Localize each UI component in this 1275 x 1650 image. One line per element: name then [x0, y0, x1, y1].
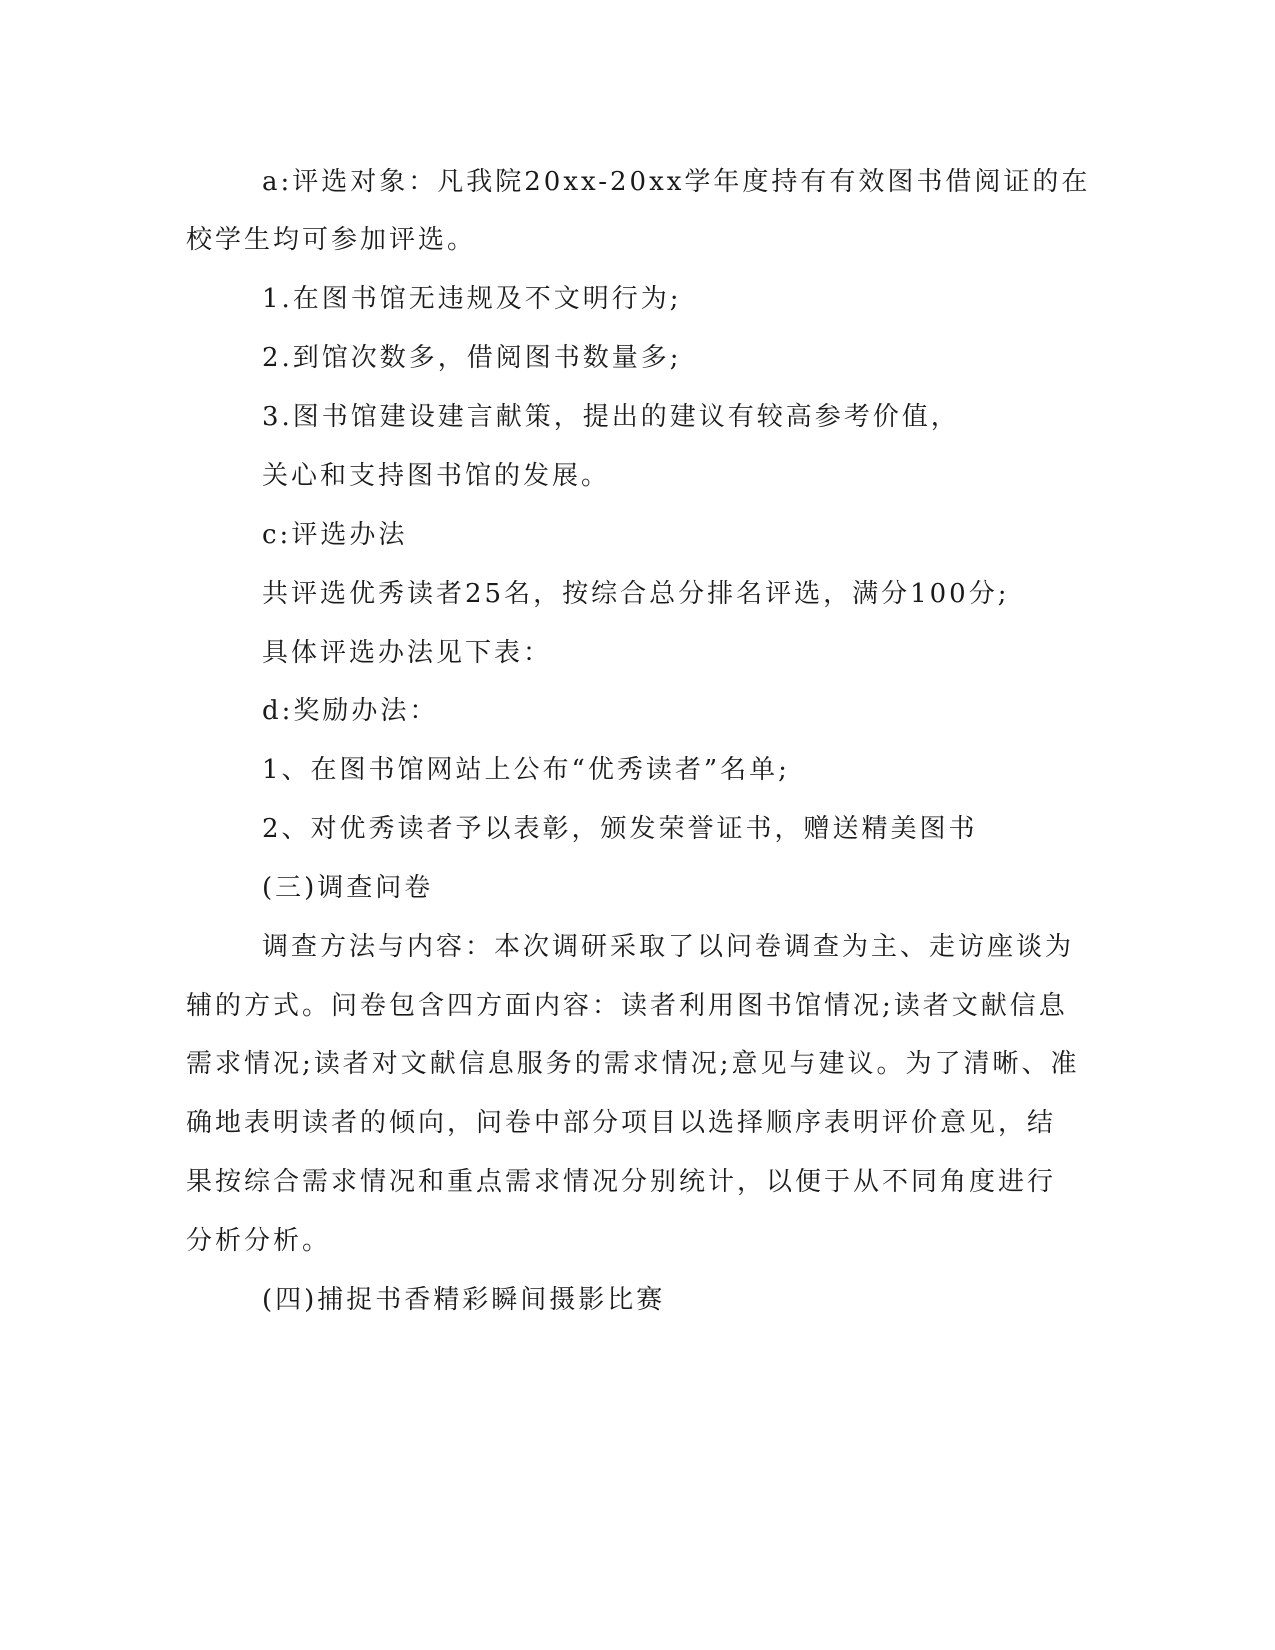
paragraph-line: 关心和支持图书馆的发展。	[262, 461, 611, 491]
paragraph-line: a:评选对象：凡我院20xx-20xx学年度持有有效图书借阅证的在	[262, 167, 1091, 197]
paragraph-line: 确地表明读者的倾向，问卷中部分项目以选择顺序表明评价意见，结	[186, 1108, 1057, 1138]
list-item: 1、在图书馆网站上公布“优秀读者”名单;	[262, 755, 790, 785]
paragraph-line: 调查方法与内容：本次调研采取了以问卷调查为主、走访座谈为	[262, 932, 1075, 962]
paragraph-line: 共评选优秀读者25名，按综合总分排名评选，满分100分;	[262, 579, 1010, 609]
section-heading: (三)调查问卷	[262, 873, 434, 903]
list-item: 1.在图书馆无违规及不文明行为;	[262, 284, 682, 314]
paragraph-line: 具体评选办法见下表：	[262, 638, 553, 668]
paragraph-line: 校学生均可参加评选。	[186, 225, 477, 255]
paragraph-line: 需求情况;读者对文献信息服务的需求情况;意见与建议。为了清晰、准	[186, 1049, 1080, 1079]
paragraph-line: 果按综合需求情况和重点需求情况分别统计，以便于从不同角度进行	[186, 1167, 1057, 1197]
section-heading: (四)捕捉书香精彩瞬间摄影比赛	[262, 1285, 666, 1315]
section-heading: d:奖励办法：	[262, 696, 439, 726]
paragraph-line: 分析分析。	[186, 1226, 332, 1256]
list-item: 3.图书馆建设建言献策，提出的建议有较高参考价值，	[262, 402, 960, 432]
paragraph-line: 辅的方式。问卷包含四方面内容：读者利用图书馆情况;读者文献信息	[186, 991, 1068, 1021]
list-item: 2、对优秀读者予以表彰，颁发荣誉证书，赠送精美图书	[262, 814, 978, 844]
list-item: 2.到馆次数多，借阅图书数量多;	[262, 343, 682, 373]
section-heading: c:评选办法	[262, 520, 408, 550]
